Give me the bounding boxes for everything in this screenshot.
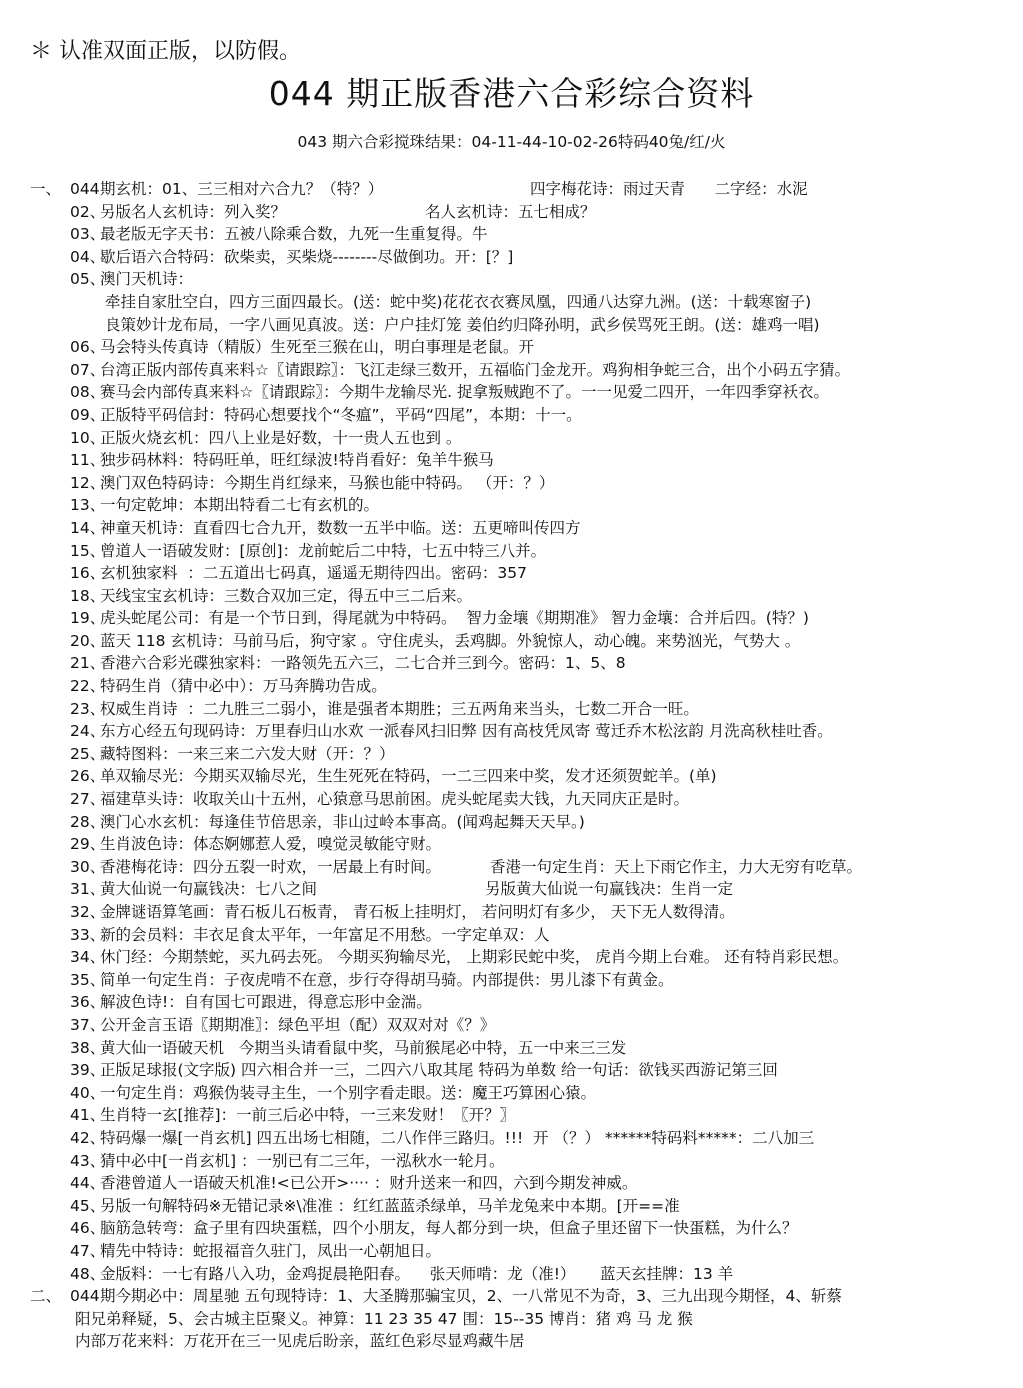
item-text: 正版火烧玄机：四八上业是好数，十一贵人五也到 。 — [100, 428, 462, 447]
list-item — [30, 1037, 1015, 1060]
item-text: 虎头蛇尾公司：有是一个节日到，得尾就为中特码。 智力金壤《期期准》 智力金壤：合并后四。(特？) — [100, 609, 809, 628]
list-item — [30, 336, 1015, 359]
item-text: 公开金言玉语〖期期准〗：绿色平坦（配）双双对对《？》 — [100, 1015, 496, 1034]
list-item — [30, 314, 1015, 337]
item-text: 马会特头传真诗（精版）生死至三猴在山，明白事理是老鼠。开 — [100, 338, 535, 357]
list-item — [30, 1217, 1015, 1240]
item-text: 最老版无字天书：五被八除乘合数，九死一生重复得。牛 — [100, 225, 488, 244]
item-number: 33、 — [70, 925, 106, 944]
item-text: 金版料：一七有路八入功，金鸡捉晨艳阳春。 张天师啃：龙（准!） 蓝天玄挂牌：13 羊 — [100, 1264, 734, 1283]
list-item — [30, 359, 1015, 382]
list-item — [30, 698, 1015, 721]
item-sub-text: 良策妙计龙布局，一字八画见真波。送：户户挂灯笼 姜伯约归降孙明，武乡侯骂死王朗。(送：雄鸡一唱) — [105, 315, 820, 334]
item-text: 澳门双色特码诗：今期生肖红绿来，马猴也能中特码。 （开：？） — [100, 473, 555, 492]
item-number: 40、 — [70, 1083, 106, 1102]
item-number: 05、 — [70, 270, 106, 289]
item-text: 金牌谜语算笔画：青石板儿石板青， 青石板上挂明灯， 若问明灯有多少， 天下无人数得清。 — [100, 903, 735, 921]
item-text: 一句定生肖：鸡猴伪装寻主生，一个别字看走眼。送：魔王巧算困心猿。 — [100, 1083, 597, 1102]
item-number: 19、 — [70, 609, 106, 628]
item-text: 特码生肖（猜中必中）：万马奔腾功告成。 — [100, 677, 387, 696]
item-text: 一句定乾坤：本期出特看二七有玄机的。 — [100, 496, 380, 515]
item-text: 正版足球报(文字版) 四六相合并一三，二四六八取其尾 特码为单数 给一句话：欲钱买西游记第三回 — [100, 1061, 778, 1080]
list-item — [30, 246, 1015, 269]
item-number: 15、 — [70, 541, 106, 560]
list-item — [30, 675, 1015, 698]
item-text: 蓝天 118 玄机诗：马前马后，狗守家 。守住虎头，丢鸡脚。外貌惊人，动心魄。来势汹光，气势大 。 — [100, 631, 801, 650]
list-item — [30, 449, 1015, 472]
item-extra-text: 香港一句定生肖：天上下雨它作主，力大无穷有吃草。 — [490, 857, 863, 876]
item-number: 45、 — [70, 1196, 106, 1215]
item-text: 特码爆一爆[一肖玄机] 四五出场七相随，二八作伴三路归。!!! 开 （？） ******特码料*****：二八加三 — [100, 1128, 815, 1147]
item-number: 13、 — [70, 496, 106, 515]
item-number: 25、 — [70, 744, 106, 763]
item-text: 藏特图料：一来三来二六发大财（开：？） — [100, 744, 395, 763]
list-item — [30, 540, 1015, 563]
list-item — [30, 788, 1015, 811]
list-item — [30, 1082, 1015, 1105]
item-number: 41、 — [70, 1106, 106, 1125]
list-item — [30, 765, 1015, 788]
list-item — [30, 856, 1015, 879]
item-number: 04、 — [70, 247, 106, 266]
item-number: 10、 — [70, 428, 106, 447]
item-text: 歇后语六合特码：砍柴卖，买柴烧--------尽做倒功。开：[？] — [100, 247, 514, 266]
item-extra-text: 名人玄机诗：五七相成？ — [425, 202, 596, 221]
list-item — [30, 946, 1015, 969]
item-text: 玄机独家料 ：二五道出七码真，遥遥无期待四出。密码：357 — [100, 564, 527, 583]
list-item — [30, 178, 1015, 201]
item-text: 澳门天机诗： — [100, 270, 194, 289]
item-number: 34、 — [70, 948, 106, 967]
item-text: 生肖波色诗：体态婀娜惹人爱，嗅觉灵敏能守财。 — [100, 835, 442, 854]
list-item — [30, 1127, 1015, 1150]
draw-result: 043 期六合彩搅珠结果：04-11-44-10-02-26特码40兔/红/火 — [297, 133, 726, 151]
item-text: 澳门心水玄机：每逢佳节倍思亲，非山过岭本事高。(闻鸡起舞天天早。) — [100, 812, 585, 831]
list-item — [30, 991, 1015, 1014]
list-item — [30, 268, 1015, 291]
item-text: 黄大仙说一句赢钱决：七八之间 — [100, 880, 318, 899]
list-item — [30, 1172, 1015, 1195]
item-number: 11、 — [70, 451, 106, 470]
item-text: 精先中特诗：蛇报福音久驻门，凤出一心朝旭日。 — [100, 1241, 442, 1260]
item-text: 新的会员料：丰衣足食太平年，一年富足不用愁。一字定单双：人 — [100, 925, 550, 944]
authenticity-note: ＊ 认准双面正版，以防假。 — [30, 39, 301, 64]
list-item — [30, 201, 1015, 224]
item-number: 08、 — [70, 383, 106, 402]
item-number: 22、 — [70, 677, 106, 696]
item-continuation-text: 内部万花来料：万花开在三一见虎后盼亲，蓝红色彩尽显鸡藏牛居 — [75, 1332, 525, 1351]
list-item — [30, 472, 1015, 495]
item-number: 20、 — [70, 631, 106, 650]
item-number: 29、 — [70, 835, 106, 854]
list-item — [30, 607, 1015, 630]
item-number: 044 — [70, 1287, 100, 1306]
item-number: 03、 — [70, 225, 106, 244]
list-item — [30, 427, 1015, 450]
item-number: 14、 — [70, 518, 106, 537]
list-item — [30, 878, 1015, 901]
item-number: 35、 — [70, 970, 106, 989]
page-title: 044 期正版香港六合彩综合资料 — [268, 74, 755, 113]
list-item — [30, 1195, 1015, 1218]
item-number: 06、 — [70, 338, 106, 357]
item-number: 16、 — [70, 564, 106, 583]
list-item — [30, 494, 1015, 517]
item-number: 31、 — [70, 880, 106, 899]
item-number: 18、 — [70, 586, 106, 605]
item-text: 单双输尽光：今期买双输尽光，生生死死在特码，一二三四来中奖，发才还须贺蛇羊。(单) — [100, 767, 717, 786]
item-number: 47、 — [70, 1241, 106, 1260]
item-text: 台湾正版内部传真来料☆〖请跟踪〗：飞江走绿三数开，五福临门金龙开。鸡狗相争蛇三合，出个小码五字猜。 — [100, 360, 851, 379]
list-item — [30, 291, 1015, 314]
item-text: 天线宝宝玄机诗：三数合双加三定，得五中三二后来。 — [100, 586, 473, 605]
list-item — [30, 833, 1015, 856]
item-number: 32、 — [70, 903, 106, 921]
item-number: 24、 — [70, 722, 106, 741]
item-number: 23、 — [70, 699, 106, 718]
list-item — [30, 404, 1015, 427]
item-list — [30, 178, 1015, 1353]
section-prefix: 二、 — [30, 1287, 62, 1306]
item-extra-text: 四字梅花诗：雨过天青 二字经：水泥 — [530, 180, 808, 198]
list-item — [30, 1263, 1015, 1286]
item-text: 福建草头诗：收取关山十五州，心猿意马思前困。虎头蛇尾卖大钱，九天同庆正是时。 — [100, 790, 690, 809]
item-text: 脑筋急转弯：盒子里有四块蛋糕，四个小朋友，每人都分到一块，但盒子里还留下一快蛋糕，为什么？ — [100, 1219, 798, 1238]
item-text: 生肖特一玄[推荐]：一前三后必中特，一三来发财！〖开？〗 — [100, 1106, 516, 1125]
list-item — [30, 517, 1015, 540]
item-number: 36、 — [70, 993, 106, 1012]
item-number: 09、 — [70, 405, 106, 424]
item-text: 权威生肖诗 ：二九胜三二弱小，谁是强者本期胜；三五两角来当头，七数二开合一旺。 — [100, 699, 699, 718]
item-number: 044 — [70, 180, 100, 198]
list-item — [30, 585, 1015, 608]
list-item — [30, 652, 1015, 675]
list-item — [30, 1285, 1015, 1308]
item-text: 另版一句解特码※无错记录※\准准 ：红红蓝蓝杀绿单，马羊龙兔来中本期。[开==准 — [100, 1196, 680, 1215]
item-sub-text: 牵挂自家肚空白，四方三面四最长。(送：蛇中奖)花花衣衣赛凤凰，四通八达穿九洲。(送：十载寒窗子) — [105, 292, 812, 311]
list-item — [30, 924, 1015, 947]
item-number: 38、 — [70, 1038, 106, 1057]
list-item — [30, 1240, 1015, 1263]
item-number: 44、 — [70, 1174, 106, 1193]
item-text: 东方心经五句现码诗：万里春归山水欢 一派春风扫旧弊 因有高枝凭凤寄 莺迁乔木松泫韵 月洗高秋桂吐香。 — [100, 722, 833, 741]
item-text: 神童天机诗：直看四七合九开，数数一五半中临。送：五更啼叫传四方 — [100, 518, 581, 537]
item-number: 30、 — [70, 857, 106, 876]
item-text: 独步码林料：特码旺单，旺红绿波!特肖看好：兔羊牛猴马 — [100, 451, 494, 470]
list-item — [30, 1330, 1015, 1353]
item-text: 正版特平码信封：特码心想要找个“冬瘟”，平码“四尾”，本期：十一。 — [100, 405, 582, 424]
item-number: 26、 — [70, 767, 106, 786]
list-item — [30, 1150, 1015, 1173]
item-text: 香港曾道人一语破天机准!<已公开>···· ：财升送来一和四，六到今期发神威。 — [100, 1174, 638, 1193]
item-number: 07、 — [70, 360, 106, 379]
item-text: 期今期必中：周星驰 五句现特诗：1、大圣腾那骗宝贝，2、一八常见不为奇，3、三九出现今期怪，4、斩蔡 — [100, 1287, 842, 1306]
item-text: 黄大仙一语破天机 今期当头请看鼠中奖，马前猴尾必中特，五一中来三三发 — [100, 1038, 627, 1057]
section-prefix: 一、 — [30, 180, 62, 198]
list-item — [30, 743, 1015, 766]
item-number: 37、 — [70, 1015, 106, 1034]
list-item — [30, 720, 1015, 743]
item-text: 另版名人玄机诗：列入奖？ — [100, 202, 287, 221]
item-text: 香港梅花诗：四分五裂一时欢，一居最上有时间。 — [100, 857, 442, 876]
item-text: 香港六合彩光碟独家料：一路领先五六三，二七合并三到今。密码：1、5、8 — [100, 654, 626, 673]
item-number: 46、 — [70, 1219, 106, 1238]
item-extra-text: 另版黄大仙说一句赢钱决：生肖一定 — [485, 880, 734, 899]
item-number: 28、 — [70, 812, 106, 831]
list-item — [30, 901, 1015, 924]
item-number: 39、 — [70, 1061, 106, 1080]
item-number: 12、 — [70, 473, 106, 492]
list-item — [30, 1014, 1015, 1037]
list-item — [30, 630, 1015, 653]
list-item — [30, 223, 1015, 246]
item-text: 猜中必中[一肖玄机] ：一别已有二三年，一泓秋水一轮月。 — [100, 1151, 505, 1170]
item-text: 曾道人一语破发财：[原创]：龙前蛇后二中特，七五中特三八并。 — [100, 541, 547, 560]
item-number: 43、 — [70, 1151, 106, 1170]
list-item — [30, 811, 1015, 834]
item-text: 解波色诗!：自有国七可跟进，得意忘形中金湍。 — [100, 993, 432, 1012]
item-number: 27、 — [70, 790, 106, 809]
list-item — [30, 381, 1015, 404]
item-text: 赛马会内部传真来料☆〖请跟踪〗：今期牛龙输尽光. 捉拿叛贼跑不了。一一见爱二四开，一年四季穿袄衣。 — [100, 383, 830, 402]
list-item — [30, 969, 1015, 992]
item-text: 休门经：今期禁蛇，买九码去死。 今期买狗输尽光， 上期彩民蛇中奖， 虎肖今期上台难。 还有特肖彩民想。 — [100, 948, 849, 967]
list-item — [30, 1059, 1015, 1082]
list-item — [30, 1104, 1015, 1127]
list-item — [30, 562, 1015, 585]
item-text: 简单一句定生肖：子夜虎啃不在意，步行夺得胡马骑。内部提供：男儿漆下有黄金。 — [100, 970, 674, 989]
item-text: 期玄机：01、三三相对六合九？（特？） — [100, 180, 384, 198]
item-number: 42、 — [70, 1128, 106, 1147]
list-item — [30, 1308, 1015, 1331]
item-number: 02、 — [70, 202, 106, 221]
item-number: 48、 — [70, 1264, 106, 1283]
item-number: 21、 — [70, 654, 106, 673]
item-continuation-text: 阳兄弟释疑，5、会古城主臣聚义。神算：11 23 35 47 围：15--35 博肖：猪 鸡 马 龙 猴 — [75, 1309, 693, 1328]
